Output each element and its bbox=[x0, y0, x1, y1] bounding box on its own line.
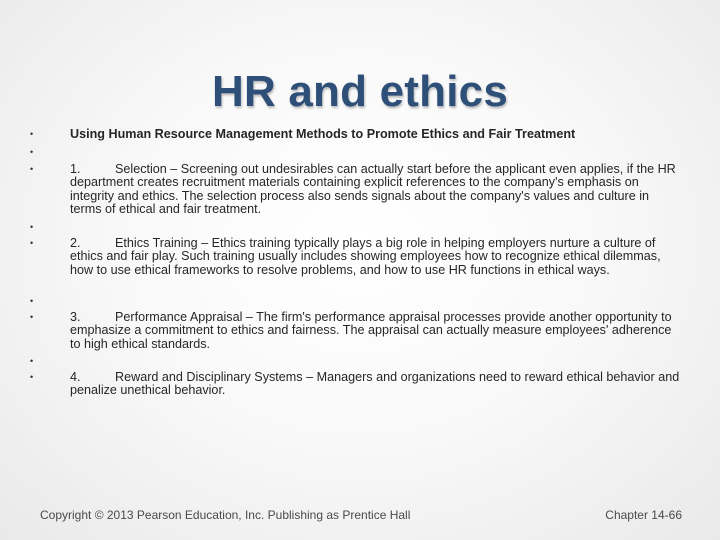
bullet-icon: • bbox=[30, 296, 34, 306]
item-text: Reward and Disciplinary Systems – Managers and organizations need to reward ethical behavior and penalize unethical behavior. bbox=[70, 370, 680, 398]
list-item-selection bbox=[70, 163, 680, 216]
bullet-icon: • bbox=[30, 147, 34, 157]
item-number: 2. bbox=[70, 236, 81, 250]
bullet-icon: • bbox=[30, 238, 34, 248]
bullet-icon: • bbox=[30, 372, 34, 382]
item-text: Ethics Training – Ethics training typically plays a big role in helping employers nurture a culture of ethics and fair play. Such training usually includes showing employees how to recognize ethical dilemmas, how to use ethical frameworks to resolve problems, and how to use HR functions in ethical ways. bbox=[70, 236, 661, 277]
item-text: Selection – Screening out undesirables can actually start before the applicant even applies, if the HR department creates recruitment materials containing explicit references to the company's emphasis on integrity and ethics. The selection process also sends signals about the company's values and culture in terms of ethical and fair treatment. bbox=[70, 162, 676, 216]
item-number: 1. bbox=[70, 162, 81, 176]
list-item-performance-appraisal bbox=[70, 311, 680, 351]
item-number: 3. bbox=[70, 310, 81, 324]
list-heading: Using Human Resource Management Methods to Promote Ethics and Fair Treatment bbox=[70, 127, 576, 141]
bullet-icon: • bbox=[30, 356, 34, 366]
list-item-reward-systems bbox=[70, 371, 680, 398]
bullet-icon: • bbox=[30, 164, 34, 174]
slide-title: HR and ethics bbox=[212, 67, 508, 116]
bullet-icon: • bbox=[30, 312, 34, 322]
item-text: Performance Appraisal – The firm's performance appraisal processes provide another opportunity to emphasize a commitment to ethics and fairness. The appraisal can actually measure employees' adherence to high ethical standards. bbox=[70, 310, 672, 351]
list-item-ethics-training bbox=[70, 237, 680, 277]
footer-page-number: Chapter 14-66 bbox=[605, 508, 682, 522]
bullet-icon: • bbox=[30, 222, 34, 232]
bullet-icon: • bbox=[30, 129, 34, 139]
item-number: 4. bbox=[70, 370, 81, 384]
footer-copyright: Copyright © 2013 Pearson Education, Inc. Publishing as Prentice Hall bbox=[40, 508, 411, 522]
